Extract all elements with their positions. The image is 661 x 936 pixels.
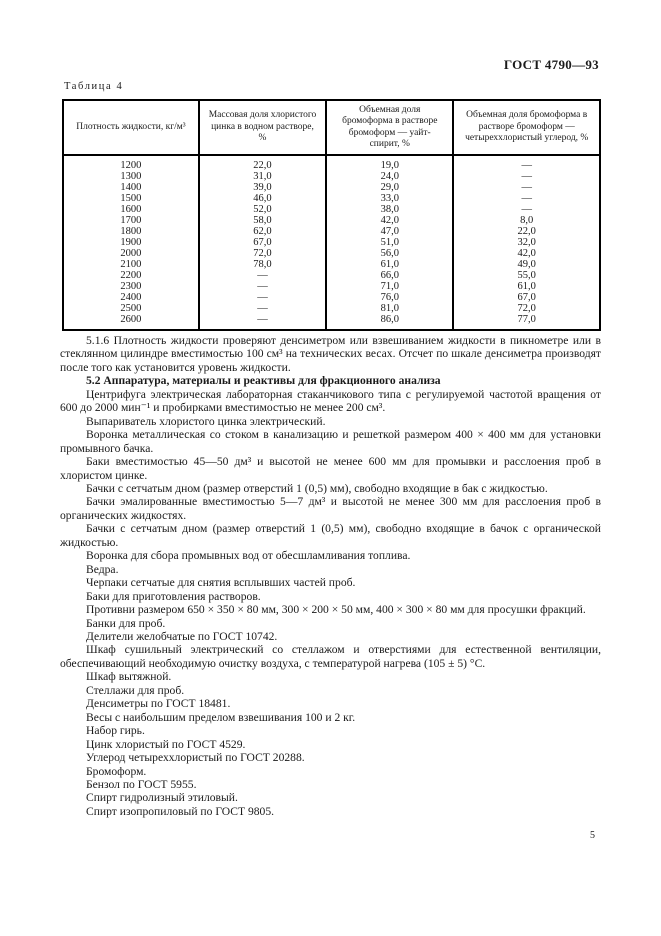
table-row <box>63 292 600 303</box>
table-cell: 61,0 <box>453 281 600 292</box>
table-cell: 1600 <box>120 204 142 215</box>
table-row <box>63 248 600 259</box>
paragraph: Денсиметры по ГОСТ 18481. <box>86 697 231 711</box>
table-cell: 72,0 <box>453 303 600 314</box>
table-cell: 86,0 <box>326 314 453 330</box>
paragraph: Весы с наибольшим пределом взвешивания 100 и 2 кг. <box>86 710 356 724</box>
table-cell: 49,0 <box>453 259 600 270</box>
table-row <box>63 226 600 237</box>
table-cell: — <box>453 155 600 171</box>
table-body <box>63 155 600 330</box>
column-header-zinc-chloride: Массовая доля хлористого цинка в водном растворе, % <box>199 100 326 155</box>
table-cell: 76,0 <box>326 292 453 303</box>
table-cell: 42,0 <box>326 215 453 226</box>
table-cell: — <box>199 281 326 292</box>
paragraph: Набор гирь. <box>86 724 145 738</box>
paragraph: Воронка металлическая со стоком в канализацию и решеткой размером 400 × 400 мм для установки промывного бачка. <box>60 428 601 455</box>
table-header <box>63 100 600 155</box>
table-cell: 22,0 <box>199 155 326 171</box>
paragraph: Шкаф вытяжной. <box>86 670 172 684</box>
table-cell: 38,0 <box>326 204 453 215</box>
table-cell: 2300 <box>120 281 142 292</box>
table-cell: 71,0 <box>326 281 453 292</box>
page-number: 5 <box>590 830 595 841</box>
table-cell: 78,0 <box>199 259 326 270</box>
paragraph: Углерод четыреххлористый по ГОСТ 20288. <box>86 751 305 765</box>
table-cell: 2000 <box>120 248 142 259</box>
table-row <box>63 193 600 204</box>
table-cell: 31,0 <box>199 171 326 182</box>
paragraph: Центрифуга электрическая лабораторная стаканчикового типа с регулируемой частотой вращения от 600 до 2000 мин⁻¹ и пробирками вместимостью не менее 200 см³. <box>60 387 601 415</box>
table-cell: 77,0 <box>453 314 600 330</box>
table-cell: — <box>453 182 600 193</box>
paragraph: Спирт изопропиловый по ГОСТ 9805. <box>86 804 275 818</box>
document-body <box>60 334 601 818</box>
paragraph: Шкаф сушильный электрический со стеллажом и отверстиями для естественной вентиляции, обеспечивающий необходимую очистку воздуха, с температурой нагрева (105 ± 5) °С. <box>60 643 601 670</box>
paragraph: Бачки с сетчатым дном (размер отверстий 1 (0,5) мм), свободно входящие в бачок с органической жидкостью. <box>60 522 601 549</box>
paragraph: Баки для приготовления растворов. <box>86 589 261 603</box>
table-cell: 39,0 <box>199 182 326 193</box>
table-cell: — <box>199 314 326 330</box>
table-cell: 42,0 <box>453 248 600 259</box>
paragraph: Ведра. <box>86 562 119 576</box>
paragraph: Бачки с сетчатым дном (размер отверстий 1 (0,5) мм), свободно входящие в бак с жидкостью. <box>86 481 548 495</box>
table-cell: 47,0 <box>326 226 453 237</box>
table-row <box>63 182 600 193</box>
table-cell: — <box>453 171 600 182</box>
table-cell: 1900 <box>120 237 142 248</box>
table-cell: 1800 <box>120 226 142 237</box>
table-cell: 66,0 <box>326 270 453 281</box>
table-row <box>63 215 600 226</box>
table-row <box>63 155 600 171</box>
table-cell: — <box>199 270 326 281</box>
column-header-bromoform-white-spirit: Объемная доля бромоформа в растворе бромоформ — уайт-спирит, % <box>326 100 453 155</box>
table-cell: 51,0 <box>326 237 453 248</box>
table-cell: 58,0 <box>199 215 326 226</box>
table-cell: 1400 <box>120 182 142 193</box>
document-title: ГОСТ 4790—93 <box>503 57 599 72</box>
paragraph: Выпариватель хлористого цинка электрический. <box>86 414 326 428</box>
table-cell: 19,0 <box>326 155 453 171</box>
table-row <box>63 204 600 215</box>
table-row <box>63 314 600 330</box>
paragraph: Баки вместимостью 45—50 дм³ и высотой не менее 600 мм для промывки и расслоения проб в хлористом цинке. <box>60 455 601 482</box>
table-cell: 1500 <box>120 193 142 204</box>
table-row <box>63 281 600 292</box>
table-row <box>63 259 600 270</box>
section-heading: 5.2 Аппаратура, материалы и реактивы для фракционного анализа <box>86 374 441 388</box>
table-cell: 46,0 <box>199 193 326 204</box>
table-cell: 81,0 <box>326 303 453 314</box>
paragraph: Банки для проб. <box>86 616 166 630</box>
table-cell: — <box>199 303 326 314</box>
table-cell: 22,0 <box>453 226 600 237</box>
paragraph: Спирт гидролизный этиловый. <box>86 791 238 805</box>
table-cell: 1200 <box>120 160 142 171</box>
paragraph: Бромоформ. <box>86 764 147 778</box>
table-row <box>63 270 600 281</box>
table-cell: 56,0 <box>326 248 453 259</box>
table-cell: 1700 <box>120 215 142 226</box>
table-row <box>63 171 600 182</box>
table-caption: Таблица 4 <box>64 81 124 92</box>
table-cell: 32,0 <box>453 237 600 248</box>
table-cell: — <box>199 292 326 303</box>
table-cell: 1300 <box>120 171 142 182</box>
table-cell: 67,0 <box>453 292 600 303</box>
density-table <box>62 99 601 331</box>
paragraph: Бензол по ГОСТ 5955. <box>86 777 197 791</box>
table-header-row <box>63 100 600 155</box>
table-cell: — <box>453 204 600 215</box>
paragraph: Стеллажи для проб. <box>86 683 185 697</box>
table-cell: 2600 <box>120 314 142 325</box>
table-cell: 24,0 <box>326 171 453 182</box>
table-cell: 2100 <box>120 259 142 270</box>
table-cell: 2500 <box>120 303 142 314</box>
table-cell: 52,0 <box>199 204 326 215</box>
column-header-bromoform-carbon-tetrachloride: Объемная доля бромоформа в растворе бромоформ — четыреххлористый углерод, % <box>453 100 600 155</box>
table-cell: 29,0 <box>326 182 453 193</box>
paragraph: Делители желобчатые по ГОСТ 10742. <box>86 629 278 643</box>
column-header-density: Плотность жидкости, кг/м³ <box>63 100 199 155</box>
table-cell: 33,0 <box>326 193 453 204</box>
table-cell: 72,0 <box>199 248 326 259</box>
paragraph: Цинк хлористый по ГОСТ 4529. <box>86 737 246 751</box>
table-row <box>63 303 600 314</box>
table-cell: 62,0 <box>199 226 326 237</box>
table-cell: 55,0 <box>453 270 600 281</box>
paragraph: Воронка для сбора промывных вод от обесшламливания топлива. <box>86 549 411 563</box>
paragraph: Противни размером 650 × 350 × 80 мм, 300 × 200 × 50 мм, 400 × 300 × 80 мм для просушки фракций. <box>86 603 586 617</box>
table-cell: — <box>453 193 600 204</box>
table-cell: 67,0 <box>199 237 326 248</box>
table-cell: 2400 <box>120 292 142 303</box>
paragraph: Бачки эмалированные вместимостью 5—7 дм³ и высотой не менее 300 мм для расслоения проб в органических жидкостях. <box>60 495 601 522</box>
paragraph: Черпаки сетчатые для снятия всплывших частей проб. <box>86 576 356 590</box>
table-cell: 61,0 <box>326 259 453 270</box>
paragraph: 5.1.6 Плотность жидкости проверяют денсиметром или взвешиванием жидкости в пикнометре или в стеклянном цилиндре вместимостью 100 см³ на технических весах. Отсчет по шкале денсиметра производят после того как установится уровень жидкости. <box>60 334 601 374</box>
table-cell: 2200 <box>120 270 142 281</box>
table-cell: 8,0 <box>453 215 600 226</box>
table-row <box>63 237 600 248</box>
